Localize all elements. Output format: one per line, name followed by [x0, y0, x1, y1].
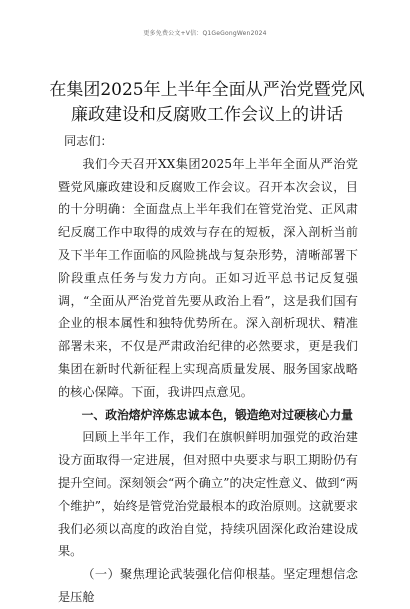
body-paragraph: 回顾上半年工作，我们在旗帜鲜明加强党的政治建设方面取得一定进展，但对照中央要求与职工期盼仍有提升空间。深刻领会“两个确立”的决定性意义、做到“两个维护”，始终是管党治党最根本的政治原则。这就要求我们必须以高度的政治自觉，持续巩固深化政治建设成果。 [58, 430, 358, 559]
document-title: 在集团2025年上半年全面从严治党暨党风廉政建设和反腐败工作会议上的讲话 [49, 80, 365, 125]
document-body [58, 130, 358, 609]
section-heading: 一、政治熔炉淬炼忠诚本色，锻造绝对过硬核心力量 [81, 407, 353, 422]
salutation: 同志们： [64, 134, 113, 148]
body-paragraph: 我们今天召开XX集团2025年上半年全面从严治党暨党风廉政建设和反腐败工作会议。召开本次会议，目的十分明确：全面盘点上半年我们在管党治党、正风肃纪反腐工作中取得的成效与存在的短板，深入剖析当前及下半年工作面临的风险挑战与复杂形势，清晰部署下阶段重点任务与发力方向。正如习近平总书记反复强调，“全面从严治党首先要从政治上看”，这是我们国有企业的根本属性和独特优势所在。深入剖析现状、精准部署未来，不仅是严肃政治纪律的必然要求，更是我们集团在新时代新征程上实现高质量发展、服务国家战略的核心保障。下面，我讲四点意见。 [58, 156, 358, 399]
header-note: 更多免费公文+V信：Q1GeGongWen2024 [143, 30, 267, 37]
body-paragraph: （一）聚焦理论武装强化信仰根基。坚定理想信念是压舱 [58, 567, 358, 604]
